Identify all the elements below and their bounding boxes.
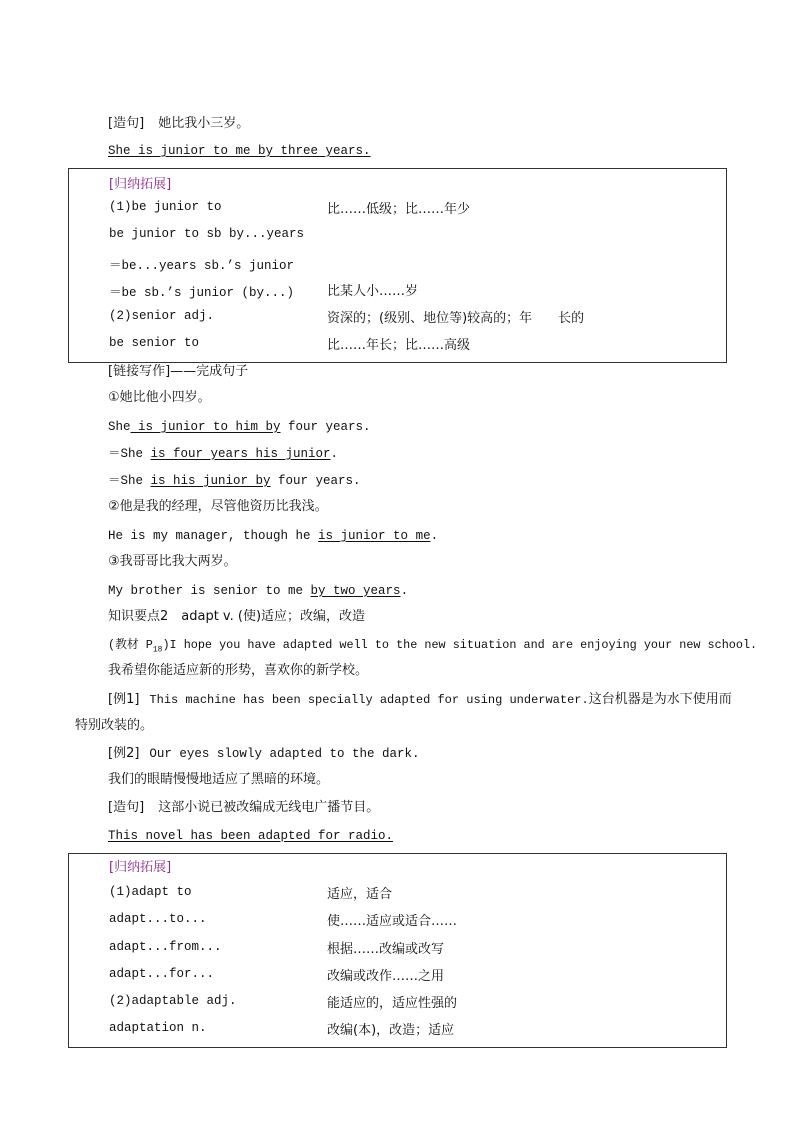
answer-text: four years. — [280, 420, 371, 434]
box2-row-left: adapt...to... — [109, 912, 207, 926]
link-heading: [链接写作]——完成句子 — [108, 364, 249, 379]
example-en: This machine has been specially adapted for using underwater. — [149, 693, 589, 707]
box1-row-right: 比某人小……岁 — [327, 284, 419, 299]
box2-row-right: 根据……改编或改写 — [327, 942, 445, 957]
box2-row-right: 适应，适合 — [327, 887, 393, 902]
example-zh: 这台机器是为水下使用而 — [588, 692, 732, 707]
box1-row-right: 资深的；(级别、地位等)较高的；年 长的 — [327, 311, 585, 326]
zaoju-en: This novel has been adapted for radio. — [108, 829, 394, 843]
textbook-label: (教材 P — [108, 638, 153, 652]
example-en: Our eyes slowly adapted to the dark. — [149, 747, 420, 761]
question-2: ②他是我的经理，尽管他资历比我浅。 — [108, 499, 328, 514]
answer-blank: by two years — [310, 584, 401, 598]
box1-row-left: ＝be...years sb.’s junior — [109, 259, 295, 273]
answer-text: ＝She — [108, 474, 151, 488]
zaoju-en: She is junior to me by three years. — [108, 144, 371, 158]
answer-blank: is junior to me — [318, 529, 431, 543]
zaoju-label: [造句] — [108, 116, 145, 131]
textbook-zh: 我希望你能适应新的形势，喜欢你的新学校。 — [108, 663, 369, 678]
zaoju-zh: 她比我小三岁。 — [158, 116, 250, 131]
box2-row-right: 改编(本)，改造；适应 — [327, 1023, 455, 1038]
answer-text: She — [108, 420, 131, 434]
zaoju-line-1 — [108, 116, 249, 132]
textbook-page: 18 — [152, 645, 163, 655]
answer-text: He is my manager, though he — [108, 529, 319, 543]
answer-text: ＝She — [108, 447, 151, 461]
answer-blank: is junior to him by — [130, 420, 281, 434]
answer-1b — [108, 446, 338, 462]
example-label: [例1] — [108, 692, 140, 707]
box2-row-left: adapt...from... — [109, 940, 222, 954]
box-title: [归纳拓展] — [109, 177, 172, 192]
answer-1a — [108, 419, 371, 435]
summary-box-2 — [68, 853, 727, 1048]
answer-1c — [108, 473, 361, 489]
zaoju-label: [造句] — [108, 800, 145, 815]
box1-row-left: be junior to sb by...years — [109, 227, 305, 241]
zaoju-line-2 — [108, 800, 379, 816]
example-1-zh-cont: 特别改装的。 — [75, 718, 154, 733]
box2-row-left: (1)adapt to — [109, 885, 192, 899]
answer-text: . — [430, 529, 439, 543]
question-3: ③我哥哥比我大两岁。 — [108, 554, 237, 569]
box1-row-left: be senior to — [109, 336, 200, 350]
box1-row-left: (1)be junior to — [109, 200, 222, 214]
box1-row-right: 比……低级；比……年少 — [327, 202, 471, 217]
answer-2 — [108, 528, 438, 544]
answer-text: My brother is senior to me — [108, 584, 311, 598]
answer-blank: is his junior by — [150, 474, 271, 488]
answer-3 — [108, 583, 408, 599]
answer-text: four years. — [270, 474, 361, 488]
example-1 — [108, 692, 732, 708]
summary-box-1 — [68, 168, 727, 363]
box2-row-left: adapt...for... — [109, 967, 215, 981]
box1-row-left: ＝be sb.’s junior (by...) — [109, 286, 295, 300]
answer-text: . — [400, 584, 409, 598]
example-2 — [108, 746, 419, 762]
example-label: [例2] — [108, 746, 140, 761]
box2-row-right: 改编或改作……之用 — [327, 969, 445, 984]
box2-row-right: 能适应的，适应性强的 — [327, 996, 458, 1011]
box1-row-left: (2)senior adj. — [109, 309, 215, 323]
box1-row-right: 比……年长；比……高级 — [327, 338, 471, 353]
box-title: [归纳拓展] — [109, 860, 172, 875]
example-2-zh: 我们的眼睛慢慢地适应了黑暗的环境。 — [108, 772, 330, 787]
question-1: ①她比他小四岁。 — [108, 390, 211, 405]
zaoju-zh: 这部小说已被改编成无线电广播节目。 — [158, 800, 380, 815]
box2-row-left: (2)adaptable adj. — [109, 994, 237, 1008]
point2-heading: 知识要点2 adapt v. (使)适应；改编，改造 — [108, 609, 366, 624]
answer-text: . — [330, 447, 339, 461]
textbook-sentence — [108, 637, 757, 658]
answer-blank: is four years his junior — [150, 447, 331, 461]
box2-row-left: adaptation n. — [109, 1021, 207, 1035]
textbook-en: )I hope you have adapted well to the new situation and are enjoying your new school. — [162, 638, 758, 652]
box2-row-right: 使……适应或适合…… — [327, 914, 458, 929]
